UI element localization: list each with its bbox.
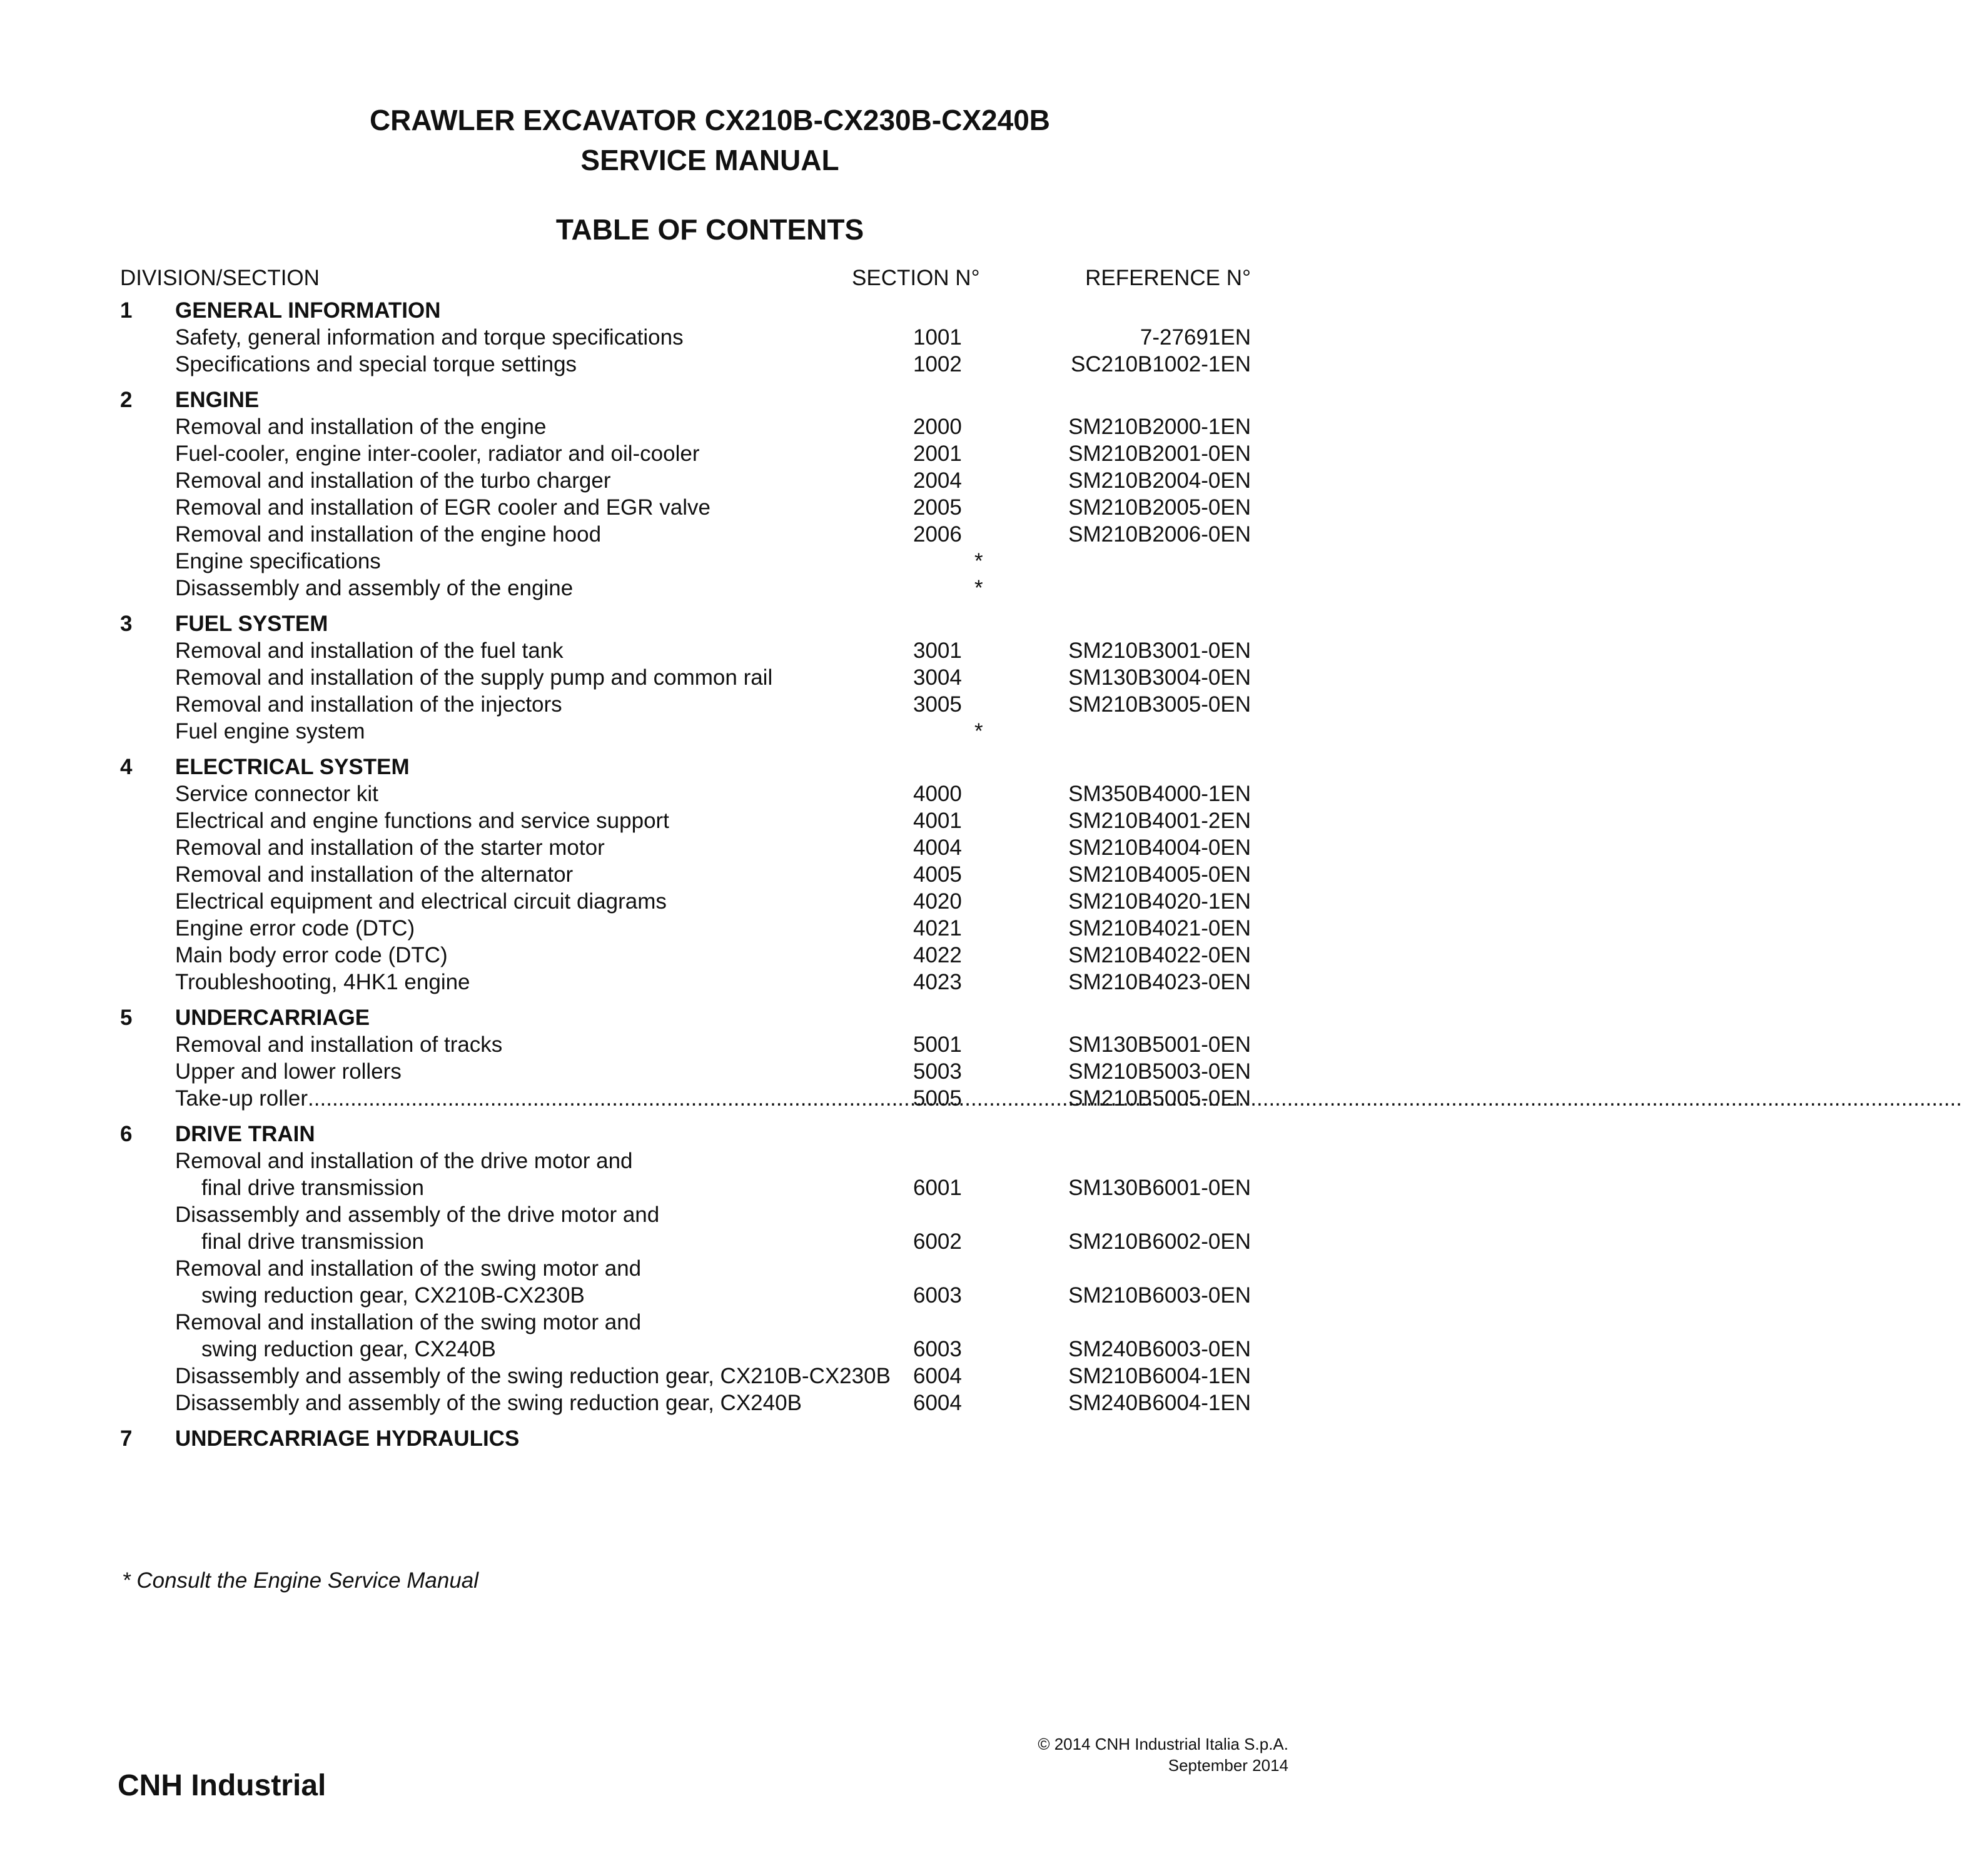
entry-leader <box>175 637 564 664</box>
entry-leader <box>175 413 547 440</box>
entry-title: Removal and installation of the engine hood <box>175 522 602 547</box>
entry-title: Removal and installation of the alternator <box>175 862 574 887</box>
entry-leader <box>175 942 448 969</box>
entry-section-number: 6004 <box>913 1391 962 1415</box>
entry-section-number: 4020 <box>913 889 962 914</box>
entry-leader <box>201 1174 424 1201</box>
entry-reference-number: SM210B2006-0EN <box>1068 522 1251 547</box>
division-heading <box>0 610 1326 637</box>
entry-reference-number: SM240B6003-0EN <box>1068 1337 1251 1361</box>
toc-entry <box>0 1389 1326 1416</box>
entry-section-number: * <box>974 576 983 600</box>
toc-division <box>0 1425 1326 1452</box>
entry-title: Electrical equipment and electrical circuit diagrams <box>175 889 667 914</box>
entry-title: final drive transmission <box>201 1229 424 1254</box>
entry-reference-number: SM210B4004-0EN <box>1068 835 1251 860</box>
entry-section-number: 6003 <box>913 1283 962 1308</box>
entry-section-number: 4001 <box>913 809 962 833</box>
toc-entry <box>0 807 1326 834</box>
entry-section-number: 2004 <box>913 468 962 493</box>
toc-division <box>0 1004 1326 1112</box>
brand-logo-text: CNH Industrial <box>118 1769 326 1802</box>
entry-title: Disassembly and assembly of the swing reduction gear, CX210B-CX230B <box>175 1364 891 1388</box>
entry-reference-number: SM210B4023-0EN <box>1068 970 1251 994</box>
toc-entry <box>0 1058 1326 1085</box>
division-heading <box>0 1121 1326 1147</box>
toc-entry <box>0 915 1326 942</box>
entry-title: Removal and installation of tracks <box>175 1032 503 1057</box>
entry-title: Service connector kit <box>175 782 378 806</box>
toc-entry <box>0 575 1326 602</box>
footnote: * Consult the Engine Service Manual <box>122 1568 479 1593</box>
toc-entry <box>0 548 1326 575</box>
entry-reference-number: SM130B5001-0EN <box>1068 1032 1251 1057</box>
publication-date: September 2014 <box>1168 1756 1288 1775</box>
toc-entry-line <box>0 1201 1326 1228</box>
entry-reference-number: SM210B5003-0EN <box>1068 1059 1251 1084</box>
toc-entry <box>0 1363 1326 1389</box>
entry-title: Removal and installation of the engine <box>175 415 547 439</box>
toc-division <box>0 386 1326 602</box>
toc-entry <box>0 664 1326 691</box>
entry-title: Removal and installation of the starter motor <box>175 835 605 860</box>
entry-title: Troubleshooting, 4HK1 engine <box>175 970 470 994</box>
title-line-1: CRAWLER EXCAVATOR CX210B-CX230B-CX240B <box>369 104 1051 136</box>
toc-entry <box>0 440 1326 467</box>
entry-leader <box>175 1363 891 1389</box>
toc-division <box>0 297 1326 378</box>
division-number: 2 <box>120 388 133 412</box>
entry-title: swing reduction gear, CX240B <box>201 1337 496 1361</box>
toc-entry <box>0 1282 1326 1309</box>
column-headers <box>0 263 1326 294</box>
division-name: UNDERCARRIAGE <box>175 1006 370 1030</box>
entry-reference-number: 7-27691EN <box>1140 325 1251 350</box>
entry-reference-number: SM210B4001-2EN <box>1068 809 1251 833</box>
entry-reference-number: SM210B4021-0EN <box>1068 916 1251 941</box>
entry-reference-number: SM240B6004-1EN <box>1068 1391 1251 1415</box>
toc-division <box>0 610 1326 745</box>
entry-section-number: 2000 <box>913 415 962 439</box>
entry-title: Removal and installation of EGR cooler and EGR valve <box>175 495 710 520</box>
division-number: 3 <box>120 612 133 636</box>
title-line-2: SERVICE MANUAL <box>580 144 839 176</box>
toc-entry <box>0 1085 1326 1112</box>
entry-leader <box>175 494 710 521</box>
entry-section-number: 4004 <box>913 835 962 860</box>
entry-title: Fuel-cooler, engine inter-cooler, radiator and oil-cooler <box>175 441 700 466</box>
division-heading <box>0 297 1326 324</box>
document-title <box>0 100 1420 180</box>
toc-entry <box>0 1174 1326 1201</box>
entry-leader <box>175 969 470 996</box>
entry-leader <box>175 440 700 467</box>
entry-section-number: 4000 <box>913 782 962 806</box>
entry-title: Engine error code (DTC) <box>175 916 415 941</box>
entry-leader <box>175 467 611 494</box>
toc-entry <box>0 780 1326 807</box>
division-number: 1 <box>120 298 133 323</box>
entry-leader <box>201 1228 424 1255</box>
toc-entry <box>0 1336 1326 1363</box>
toc-entry <box>0 494 1326 521</box>
entry-reference-number: SM210B4005-0EN <box>1068 862 1251 887</box>
entry-section-number: * <box>974 719 983 744</box>
entry-leader <box>175 691 562 718</box>
entry-section-number: * <box>974 549 983 573</box>
entry-reference-number: SM210B2004-0EN <box>1068 468 1251 493</box>
entry-leader <box>175 664 773 691</box>
division-heading <box>0 1425 1326 1452</box>
division-heading <box>0 1004 1326 1031</box>
entry-reference-number: SC210B1002-1EN <box>1071 352 1251 376</box>
entry-section-number: 5003 <box>913 1059 962 1084</box>
toc-entry <box>0 413 1326 440</box>
entry-title-line1: Removal and installation of the swing motor and <box>175 1256 642 1281</box>
toc-entry <box>0 888 1326 915</box>
entry-title: Safety, general information and torque specifications <box>175 325 684 350</box>
entry-leader <box>175 861 574 888</box>
entry-section-number: 4021 <box>913 916 962 941</box>
toc-entry <box>0 834 1326 861</box>
entry-title: Fuel engine system <box>175 719 365 744</box>
entry-title: Electrical and engine functions and service support <box>175 809 669 833</box>
entry-reference-number: SM210B6003-0EN <box>1068 1283 1251 1308</box>
entry-reference-number: SM210B4022-0EN <box>1068 943 1251 967</box>
entry-reference-number: SM130B6001-0EN <box>1068 1176 1251 1200</box>
toc-entry <box>0 718 1326 745</box>
entry-title: Disassembly and assembly of the swing reduction gear, CX240B <box>175 1391 802 1415</box>
toc-entry <box>0 691 1326 718</box>
entry-title: final drive transmission <box>201 1176 424 1200</box>
entry-title: Upper and lower rollers <box>175 1059 402 1084</box>
toc-entry <box>0 637 1326 664</box>
entry-leader <box>201 1282 585 1309</box>
entry-title: Take-up roller <box>175 1086 308 1111</box>
entry-section-number: 1002 <box>913 352 962 376</box>
toc-heading: TABLE OF CONTENTS <box>555 213 864 246</box>
entry-section-number: 6002 <box>913 1229 962 1254</box>
entry-leader <box>175 1085 356 1112</box>
entry-title: swing reduction gear, CX210B-CX230B <box>201 1283 585 1308</box>
copyright-block <box>1038 1733 1288 1776</box>
entry-title: Specifications and special torque settings <box>175 352 577 376</box>
division-name: ELECTRICAL SYSTEM <box>175 755 410 779</box>
entry-leader <box>175 1389 802 1416</box>
division-name: UNDERCARRIAGE HYDRAULICS <box>175 1426 520 1451</box>
toc-entry-line <box>0 1255 1326 1282</box>
column-header-division: DIVISION/SECTION <box>120 266 320 290</box>
entry-title-line1: Disassembly and assembly of the drive motor and <box>175 1203 660 1227</box>
entry-reference-number: SM350B4000-1EN <box>1068 782 1251 806</box>
entry-reference-number: SM210B4020-1EN <box>1068 889 1251 914</box>
entry-section-number: 3005 <box>913 692 962 717</box>
toc-division <box>0 754 1326 996</box>
division-name: DRIVE TRAIN <box>175 1122 315 1146</box>
division-name: FUEL SYSTEM <box>175 612 328 636</box>
entry-leader <box>175 351 577 378</box>
entry-section-number: 3004 <box>913 665 962 690</box>
entry-leader <box>175 521 602 548</box>
entry-reference-number: SM210B6004-1EN <box>1068 1364 1251 1388</box>
entry-section-number: 4022 <box>913 943 962 967</box>
toc-entry <box>0 861 1326 888</box>
entry-reference-number: SM210B5005-0EN <box>1068 1086 1251 1111</box>
entry-leader <box>175 548 381 575</box>
toc-entry <box>0 1031 1326 1058</box>
copyright-text: © 2014 CNH Industrial Italia S.p.A. <box>1038 1735 1288 1753</box>
division-number: 4 <box>120 755 133 779</box>
entry-title: Disassembly and assembly of the engine <box>175 576 574 600</box>
toc-entry <box>0 467 1326 494</box>
division-number: 7 <box>120 1426 133 1451</box>
entry-title: Removal and installation of the turbo charger <box>175 468 611 493</box>
entry-reference-number: SM130B3004-0EN <box>1068 665 1251 690</box>
toc-entry <box>0 351 1326 378</box>
entry-leader <box>175 575 574 602</box>
entry-title: Main body error code (DTC) <box>175 943 448 967</box>
entry-leader <box>175 324 684 351</box>
toc-entry <box>0 942 1326 969</box>
entry-leader <box>175 915 415 942</box>
entry-leader <box>201 1336 496 1363</box>
entry-reference-number: SM210B3001-0EN <box>1068 638 1251 663</box>
entry-leader <box>175 718 365 745</box>
entry-leader <box>175 807 669 834</box>
toc-entry <box>0 324 1326 351</box>
table-of-contents <box>0 297 1326 1461</box>
entry-section-number: 6003 <box>913 1337 962 1361</box>
entry-section-number: 6001 <box>913 1176 962 1200</box>
entry-title: Engine specifications <box>175 549 381 573</box>
toc-entry-line <box>0 1147 1326 1174</box>
division-heading <box>0 754 1326 780</box>
entry-leader <box>175 780 378 807</box>
entry-section-number: 3001 <box>913 638 962 663</box>
column-header-section: SECTION N° <box>852 266 980 290</box>
division-heading <box>0 386 1326 413</box>
entry-leader <box>175 834 605 861</box>
entry-reference-number: SM210B3005-0EN <box>1068 692 1251 717</box>
entry-title: Removal and installation of the supply pump and common rail <box>175 665 773 690</box>
toc-division <box>0 1121 1326 1416</box>
entry-section-number: 6004 <box>913 1364 962 1388</box>
toc-entry-line <box>0 1309 1326 1336</box>
column-header-reference: REFERENCE N° <box>1085 266 1251 290</box>
entry-leader <box>175 1031 503 1058</box>
entry-reference-number: SM210B2005-0EN <box>1068 495 1251 520</box>
entry-title-line1: Removal and installation of the drive motor and <box>175 1149 633 1173</box>
entry-reference-number: SM210B6002-0EN <box>1068 1229 1251 1254</box>
entry-section-number: 1001 <box>913 325 962 350</box>
entry-section-number: 4005 <box>913 862 962 887</box>
entry-section-number: 2001 <box>913 441 962 466</box>
division-number: 6 <box>120 1122 133 1146</box>
entry-title-line1: Removal and installation of the swing motor and <box>175 1310 642 1334</box>
entry-leader <box>175 1058 402 1085</box>
entry-title: Removal and installation of the fuel tank <box>175 638 564 663</box>
entry-title: Removal and installation of the injectors <box>175 692 562 717</box>
toc-entry <box>0 969 1326 996</box>
entry-reference-number: SM210B2001-0EN <box>1068 441 1251 466</box>
entry-reference-number: SM210B2000-1EN <box>1068 415 1251 439</box>
entry-section-number: 4023 <box>913 970 962 994</box>
division-number: 5 <box>120 1006 133 1030</box>
entry-section-number: 2005 <box>913 495 962 520</box>
toc-entry <box>0 1228 1326 1255</box>
division-name: ENGINE <box>175 388 260 412</box>
entry-section-number: 2006 <box>913 522 962 547</box>
entry-section-number: 5005 <box>913 1086 962 1111</box>
toc-entry <box>0 521 1326 548</box>
entry-leader <box>175 888 667 915</box>
division-name: GENERAL INFORMATION <box>175 298 441 323</box>
entry-section-number: 5001 <box>913 1032 962 1057</box>
